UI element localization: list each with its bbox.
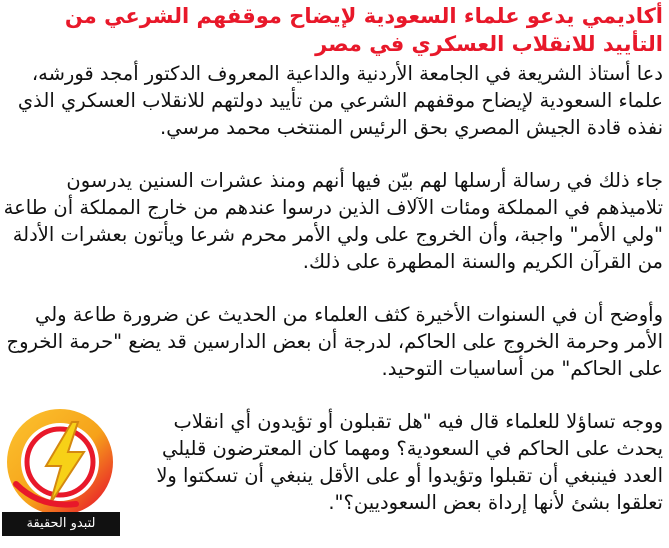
article-paragraph-3: وأوضح أن في السنوات الأخيرة كثف العلماء من الحديث عن ضرورة طاعة ولي الأمر وحرمة الخروج على الحاكم، لدرجة أن بعض الدارسين قد يضع "حرمة الخروج على الحاكم" من أساسيات التوحيد.	[6, 303, 663, 380]
lightning-bolt-icon	[6, 408, 118, 512]
article-paragraph-1: دعا أستاذ الشريعة في الجامعة الأردنية والداعية المعروف الدكتور أمجد قورشه، علماء السعودية لإيضاح موقفهم الشرعي من تأييد دولتهم للانقلاب العسكري الذي نفذه قادة الجيش المصري بحق الرئيس المنتخب محمد مرسي.	[17, 62, 663, 139]
article-paragraph-4: ووجه تساؤلا للعلماء قال فيه "هل تقبلون أو تؤيدون أي انقلاب يحدث على الحاكم في السعودية؟ ومهما كان المعترضون قليلي العدد فينبغي أن تقبلوا وتؤيدوا أو على الأقل ينبغي أن تسكتوا ولا تعلقوا بشئ لأنها إرداة بعض السعوديين؟".	[156, 410, 663, 514]
article-headline: أكاديمي يدعو علماء السعودية لإيضاح موقفهم الشرعي من التأييد للانقلاب العسكري في مصر	[64, 4, 663, 56]
brand-logo	[2, 408, 122, 536]
logo-caption: لتبدو الحقيقة	[2, 512, 120, 536]
article-paragraph-2: جاء ذلك في رسالة أرسلها لهم بيّن فيها أنهم ومنذ عشرات السنين يدرسون تلاميذهم في المملكة ومئات الآلاف الذين درسوا عندهم من خارج المملكة أن طاعة "ولي الأمر" واجبة، وأن الخروج على ولي الأمر محرم شرعا ويأتون بعشرات الأدلة من القرآن الكريم والسنة المطهرة على ذلك.	[3, 169, 663, 273]
